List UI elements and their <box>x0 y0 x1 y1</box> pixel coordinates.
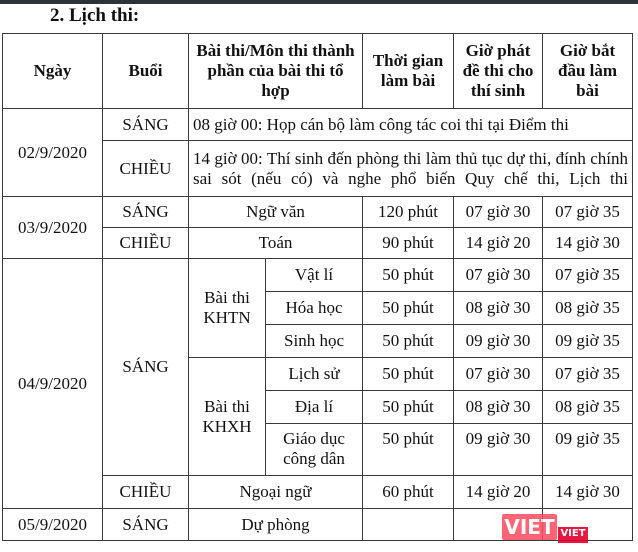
duration-cell: 90 phút <box>363 228 454 259</box>
subject-cell: Vật lí <box>266 259 363 292</box>
distribute-time-cell: 09 giờ 30 <box>454 325 543 358</box>
distribute-time-cell: 14 giờ 20 <box>454 228 543 259</box>
table-row <box>3 197 633 228</box>
date-cell: 04/9/2020 <box>3 259 103 509</box>
group-cell-khxh: Bài thi KHXH <box>189 358 266 476</box>
watermark-text-large: VIET <box>502 514 557 540</box>
col-header-start-time: Giờ bắt đầu làm bài <box>543 34 633 109</box>
start-time-cell: 14 giờ 30 <box>543 228 633 259</box>
duration-cell: 50 phút <box>363 259 454 292</box>
watermark-logo <box>500 514 630 550</box>
subject-cell: Ngữ văn <box>189 197 363 228</box>
session-cell: SÁNG <box>103 197 189 228</box>
col-header-date: Ngày <box>3 34 103 109</box>
subject-cell: Địa lí <box>266 391 363 424</box>
subject-cell: Dự phòng <box>189 509 363 541</box>
duration-cell: 50 phút <box>363 424 454 476</box>
subject-cell: Ngoại ngữ <box>189 476 363 509</box>
distribute-time-cell: 08 giờ 30 <box>454 391 543 424</box>
distribute-time-cell: 08 giờ 30 <box>454 292 543 325</box>
header-row <box>3 34 633 109</box>
note-cell: 08 giờ 00: Họp cán bộ làm công tác coi thi tại Điểm thi <box>189 109 633 141</box>
table-row <box>3 109 633 141</box>
duration-cell: 50 phút <box>363 325 454 358</box>
start-time-cell: 09 giờ 35 <box>543 424 633 476</box>
session-cell: CHIỀU <box>103 228 189 259</box>
session-cell: SÁNG <box>103 509 189 541</box>
session-cell: CHIỀU <box>103 476 189 509</box>
subject-cell: Giáo dục công dân <box>266 424 363 476</box>
start-time-cell: 14 giờ 30 <box>543 476 633 509</box>
group-cell-khtn: Bài thi KHTN <box>189 259 266 358</box>
watermark-text-small: VIET <box>558 527 588 543</box>
distribute-time-cell: 14 giờ 20 <box>454 476 543 509</box>
session-cell: SÁNG <box>103 259 189 476</box>
date-cell: 02/9/2020 <box>3 109 103 197</box>
date-cell: 05/9/2020 <box>3 509 103 541</box>
start-time-cell: 07 giờ 35 <box>543 358 633 391</box>
duration-cell: 120 phút <box>363 197 454 228</box>
start-time-cell: 07 giờ 35 <box>543 197 633 228</box>
col-header-duration: Thời gian làm bài <box>363 34 454 109</box>
table-row <box>3 259 633 292</box>
duration-cell: 50 phút <box>363 292 454 325</box>
start-time-cell: 09 giờ 35 <box>543 325 633 358</box>
section-heading: 2. Lịch thi: <box>50 5 140 26</box>
col-header-distribute-time: Giờ phát đề thi cho thí sinh <box>454 34 543 109</box>
session-cell: CHIỀU <box>103 141 189 197</box>
duration-cell: 50 phút <box>363 358 454 391</box>
subject-cell: Sinh học <box>266 325 363 358</box>
col-header-session: Buổi <box>103 34 189 109</box>
distribute-time-cell: 07 giờ 30 <box>454 197 543 228</box>
duration-cell: 60 phút <box>363 476 454 509</box>
subject-cell: Lịch sử <box>266 358 363 391</box>
start-time-cell: 08 giờ 35 <box>543 292 633 325</box>
duration-cell: 50 phút <box>363 391 454 424</box>
note-cell: 14 giờ 00: Thí sinh đến phòng thi làm thủ tục dự thi, đính chính sai sót (nếu có) và nghe phổ biến Quy chế thi, Lịch thi <box>189 141 633 197</box>
distribute-time-cell: 07 giờ 30 <box>454 358 543 391</box>
start-time-cell: 08 giờ 35 <box>543 391 633 424</box>
duration-cell <box>363 509 454 541</box>
date-cell: 03/9/2020 <box>3 197 103 259</box>
distribute-time-cell: 07 giờ 30 <box>454 259 543 292</box>
col-header-subject: Bài thi/Môn thi thành phần của bài thi tổ hợp <box>189 34 363 109</box>
distribute-time-cell: 09 giờ 30 <box>454 424 543 476</box>
subject-cell: Toán <box>189 228 363 259</box>
start-time-cell: 07 giờ 35 <box>543 259 633 292</box>
subject-cell: Hóa học <box>266 292 363 325</box>
session-cell: SÁNG <box>103 109 189 141</box>
exam-schedule-table <box>2 33 633 541</box>
